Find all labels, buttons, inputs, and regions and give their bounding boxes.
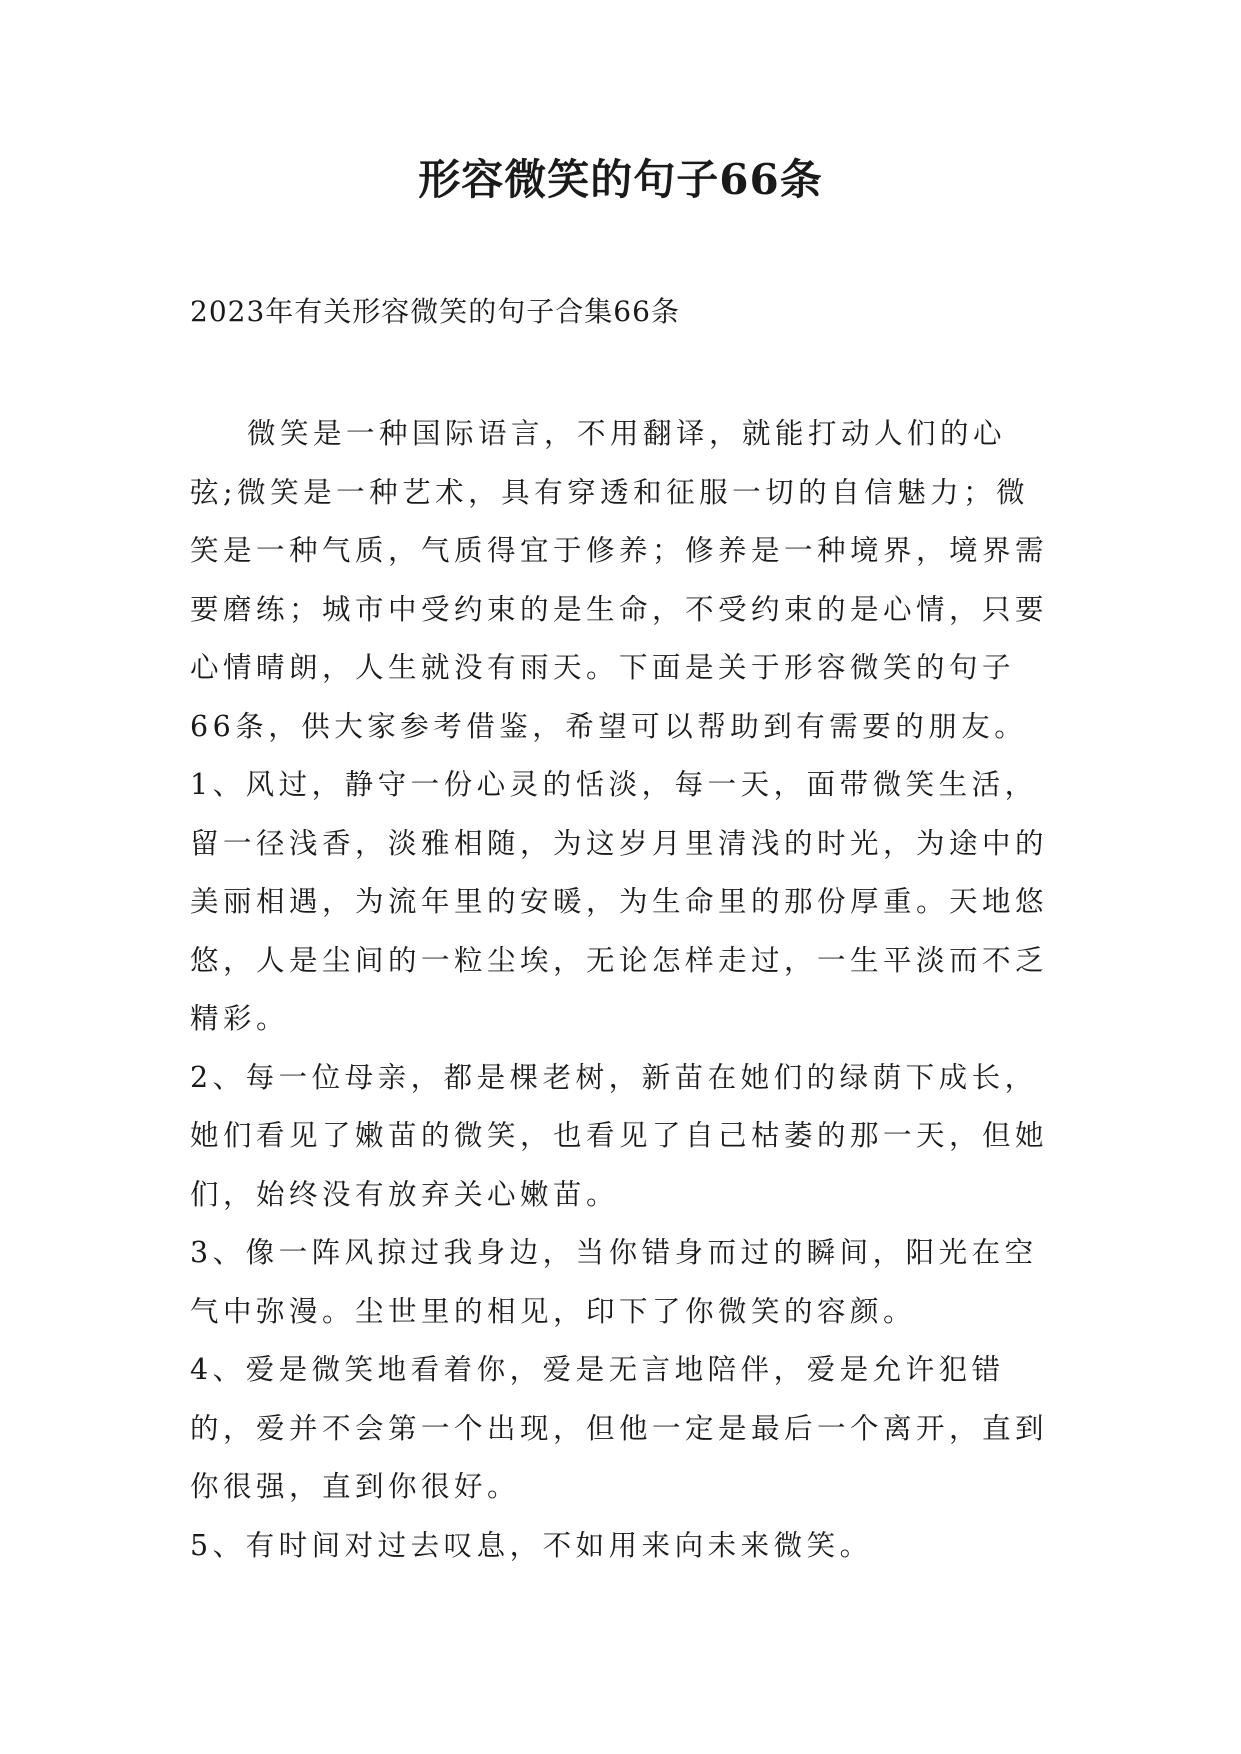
list-item: 2、每一位母亲，都是棵老树，新苗在她们的绿荫下成长，她们看见了嫩苗的微笑，也看见了自己枯萎的那一天，但她们，始终没有放弃关心嫩苗。 [190, 1060, 1049, 1211]
document-subtitle: 2023年有关形容微笑的句子合集66条 [190, 295, 680, 328]
list-item: 5、有时间对过去叹息，不如用来向未来微笑。 [190, 1528, 873, 1562]
document-body [190, 405, 1050, 1575]
document-title: 形容微笑的句子66条 [418, 155, 823, 204]
intro-paragraph: 微笑是一种国际语言，不用翻译，就能打动人们的心弦;微笑是一种艺术，具有穿透和征服一切的自信魅力；微笑是一种气质，气质得宜于修养；修养是一种境界，境界需要磨练；城市中受约束的是生命，不受约束的是心情，只要心情晴朗，人生就没有雨天。下面是关于形容微笑的句子66条，供大家参考借鉴，希望可以帮助到有需要的朋友。 [190, 417, 1049, 743]
list-item: 1、风过，静守一份心灵的恬淡，每一天，面带微笑生活，留一径浅香，淡雅相随，为这岁月里清浅的时光，为途中的美丽相遇，为流年里的安暖，为生命里的那份厚重。天地悠悠，人是尘间的一粒尘埃，无论怎样走过，一生平淡而不乏精彩。 [190, 768, 1049, 1035]
list-item: 3、像一阵风掠过我身边，当你错身而过的瞬间，阳光在空气中弥漫。尘世里的相见，印下了你微笑的容颜。 [190, 1236, 1038, 1328]
list-item: 4、爱是微笑地看着你，爱是无言地陪伴，爱是允许犯错的，爱并不会第一个出现，但他一定是最后一个离开，直到你很强，直到你很好。 [190, 1353, 1049, 1503]
